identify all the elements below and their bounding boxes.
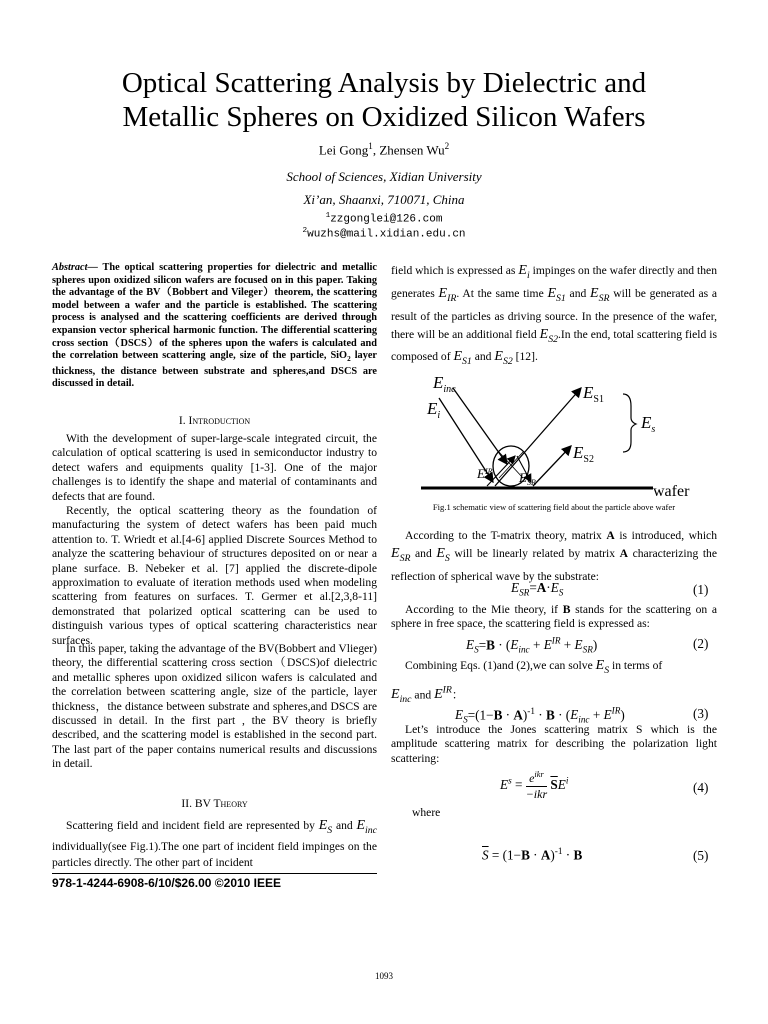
affiliation-1: School of Sciences, Xidian University [286, 169, 482, 184]
combine-paragraph: Combining Eqs. (1)and (2),we can solve $E_S$ in terms of $E_{inc}$ and $E^{IR}$： [391, 658, 663, 706]
abstract-text-2: layer thickness, the distance between substrate and spheres,and DSCS are discussed in detail. [52, 350, 377, 390]
combine-d: ： [451, 688, 464, 702]
equation-5-number: (5) [693, 848, 709, 863]
equation-5: $\overline{S} = (1-B \cdot A)^{-1} \cdot B$ [482, 846, 583, 863]
equation-4: $E^s$ = $e^{ikr}$ −ikr $\overline{S}E^i$ [500, 770, 569, 801]
right-p1-b: impinges on the wafer directly and then generates [391, 264, 717, 300]
figure-1-diagram [391, 370, 717, 500]
label-e-ir: $E^{IR}$ [477, 466, 493, 481]
figure-1-caption: Fig.1 schematic view of scattering field about the particle above wafer [432, 502, 676, 512]
author-1-sup: 1 [368, 141, 373, 151]
equation-3: $E_S=(1-B \cdot A)^{-1} \cdot B \cdot (E_{inc} + E^{IR})$ [455, 706, 625, 726]
abstract-text-1: — The optical scattering properties for dielectric and metallic spheres upon oxidized silicon wafers are focused on in this paper. Taking the advantage of the BV（Bobbert and Vileger）theorem, the scattering model between a wafer and the particle is established. The scattering process is analysed and the scattering coefficients are derived through expansion vector spherical harmonic function. The differential scattering cross section（DSCS）of the spheres upon the wafers is calculated and the correlation between scattering angle, size of the particle, SiO [52, 262, 377, 362]
right-and: and [474, 350, 492, 364]
abstract-label: Abstract [52, 262, 88, 273]
intro-paragraph-1: With the development of super-large-scale integrated circuit, the calculation of optical scattering is used in semiconductor industry to detect wafers and equipments quality [1-3]. One of the major challenges is to identify the shape and material of contaminants and defects that are found. [52, 432, 377, 503]
email-1 [0, 212, 768, 226]
label-e-s: $E_s$ [641, 413, 656, 435]
email-2-sup: 2 [302, 227, 308, 235]
email-2 [0, 227, 768, 241]
title-line-1: Optical Scattering Analysis by Dielectric and [121, 67, 647, 99]
authors [0, 141, 768, 158]
abstract [52, 262, 377, 391]
bv-and: and [335, 819, 353, 832]
mie-a: According to the Mie theory, if [405, 603, 563, 616]
tmatrix-d: characterizing the reflection of spherical wave by the substrate: [391, 547, 717, 583]
equation-4-number: (4) [693, 780, 709, 795]
email-1-text: zzgonglei@126.com [330, 213, 443, 226]
bv-p1-b: individually(see Fig.1).The one part of incident field impinges on the particles directly. The other part of incident [52, 839, 377, 869]
right-p1-e: will be generated as a result of the particles as driving source. In the presence of the wafer, there will be an additional field [391, 286, 717, 341]
right-p1-c: . At the same time [456, 286, 548, 300]
affiliation-2: Xi’an, Shaanxi, 710071, China [303, 192, 465, 207]
mie-b: stands for the scattering on a sphere in free space, the scattering field is expressed as: [391, 603, 717, 631]
email-1-sup: 1 [325, 212, 331, 220]
title-line-2: Metallic Spheres on Oxidized Silicon Wafers [122, 101, 646, 133]
bv-p1-a: Scattering field and incident field are represented by [66, 819, 319, 832]
brace [623, 394, 636, 452]
right-p1-a: field which is expressed as [391, 264, 519, 277]
scattered-ray-s2 [533, 446, 571, 486]
author-2: Zhensen Wu [379, 142, 445, 158]
abstract-sub: 2 [347, 355, 351, 364]
combine-b: in terms of [609, 659, 663, 672]
equation-1: $E_{SR}=A\cdot E_S$ [511, 580, 564, 598]
tmatrix-b: is introduced, which [614, 529, 717, 542]
intro-paragraph-2: Recently, the optical scattering theory as the foundation of manufacturing the system of detect wafers has been paid much attention to. T. Wriedt et al.[4-6] applied Discrete Sources Method to analyze the scattering behaviour of structures deposited on or near a plane surface. B. Nebeker et al. [7] applied the discrete-dipole approximation to evaluate of iteration methods used when modeling scattering from features on surfaces. T. Germer et al.[2,3,8-11] demonstrated that polarized optical scattering can be used to distinguish various types of optical scattering characteristics near surfaces. [52, 504, 377, 647]
label-e-i: $E_i$ [427, 399, 441, 421]
equation-3-number: (3) [693, 706, 709, 721]
equation-2: $E_S=B \cdot (E_{inc} + E^{IR} + E_{SR})$ [466, 636, 598, 656]
intro-paragraph-3: In this paper, taking the advantage of the BV(Bobbert and Vlieger) theory, the differential scattering cross section（DSCS)of dielectric and metallic spheres upon oxidized silicon wafers is calculated and the correlation between scattering angle, size of the particle, layer thickness，the distance between substrate and spheres,and DSCS are discussed in detail. In the first part , the BV theory is briefly described, and the scattering model is established in the second part. The last part of the paper contains numerical results and discussions in detail. [52, 642, 377, 771]
paper-title [40, 66, 728, 134]
bv-paragraph-1: Scattering field and incident field are represented by $E_S$ and $E_{inc}$ individually(see Fig.1).The one part of incident field impinges on the particles directly. The other part of incident [52, 818, 377, 869]
right-p1-g: [12]. [512, 350, 538, 364]
tmatrix-and: and [415, 547, 432, 560]
right-p1-f: .In the end, total scattering field is composed of [391, 327, 718, 364]
combine-a: Combining Eqs. (1)and (2),we can solve [405, 659, 596, 672]
section-2-heading: II. BV Theory [181, 797, 248, 810]
author-1: Lei Gong [318, 142, 369, 158]
incident-ray-2 [453, 388, 507, 464]
author-separator: , [372, 142, 380, 158]
jones-paragraph: Let’s introduce the Jones scattering matrix S which is the amplitude scattering matrix for describing the polarization light scattering: [391, 723, 717, 765]
right-paragraph-1: field which is expressed as $E_i$ impinges on the wafer directly and then generates $E_{IR}$. At the same time $E_{S1}$ and $E_{SR}$ will be generated as a result of the particles as driving source. In the presence of the wafer, there will be an additional field $E_{S2}.In$ the end, total scattering field is composed of $E_{S1}$ and $E_{S2}$ [12]. [391, 263, 718, 368]
email-2-text: wuzhs@mail.xidian.edu.cn [307, 228, 466, 241]
ieee-footer: 978-1-4244-6908-6/10/$26.00 ©2010 IEEE [52, 873, 377, 890]
equation-1-number: (1) [693, 582, 709, 597]
author-2-sup: 2 [444, 141, 450, 151]
right-p1-d: and [565, 286, 591, 300]
mie-paragraph: According to the Mie theory, if B stands for the scattering on a sphere in free space, the scattering field is expressed as: [391, 603, 717, 631]
label-e-s1: $E_{S1}$ [583, 383, 604, 405]
scattered-ray-s1 [495, 388, 581, 486]
label-e-inc: $E_{inc}$ [433, 373, 456, 395]
tmatrix-a: According to the T-matrix theory, matrix [405, 529, 607, 542]
tmatrix-paragraph: According to the T-matrix theory, matrix A is introduced, which $E_{SR}$ and $E_S$ will be linearly related by matrix A characterizing the reflection of spherical wave by the substrate: [391, 529, 717, 583]
wafer-label: wafer [653, 483, 690, 500]
where-label: where [412, 806, 441, 819]
equation-2-number: (2) [693, 636, 709, 651]
tmatrix-c: will be linearly related by matrix [449, 547, 620, 560]
page-number: 1093 [375, 971, 393, 981]
label-e-sr: $E_{SR}$ [519, 470, 536, 487]
label-e-s2: $E_{S2}$ [573, 443, 594, 465]
combine-c: and [411, 688, 435, 702]
section-1-heading: I. Introduction [178, 414, 251, 427]
